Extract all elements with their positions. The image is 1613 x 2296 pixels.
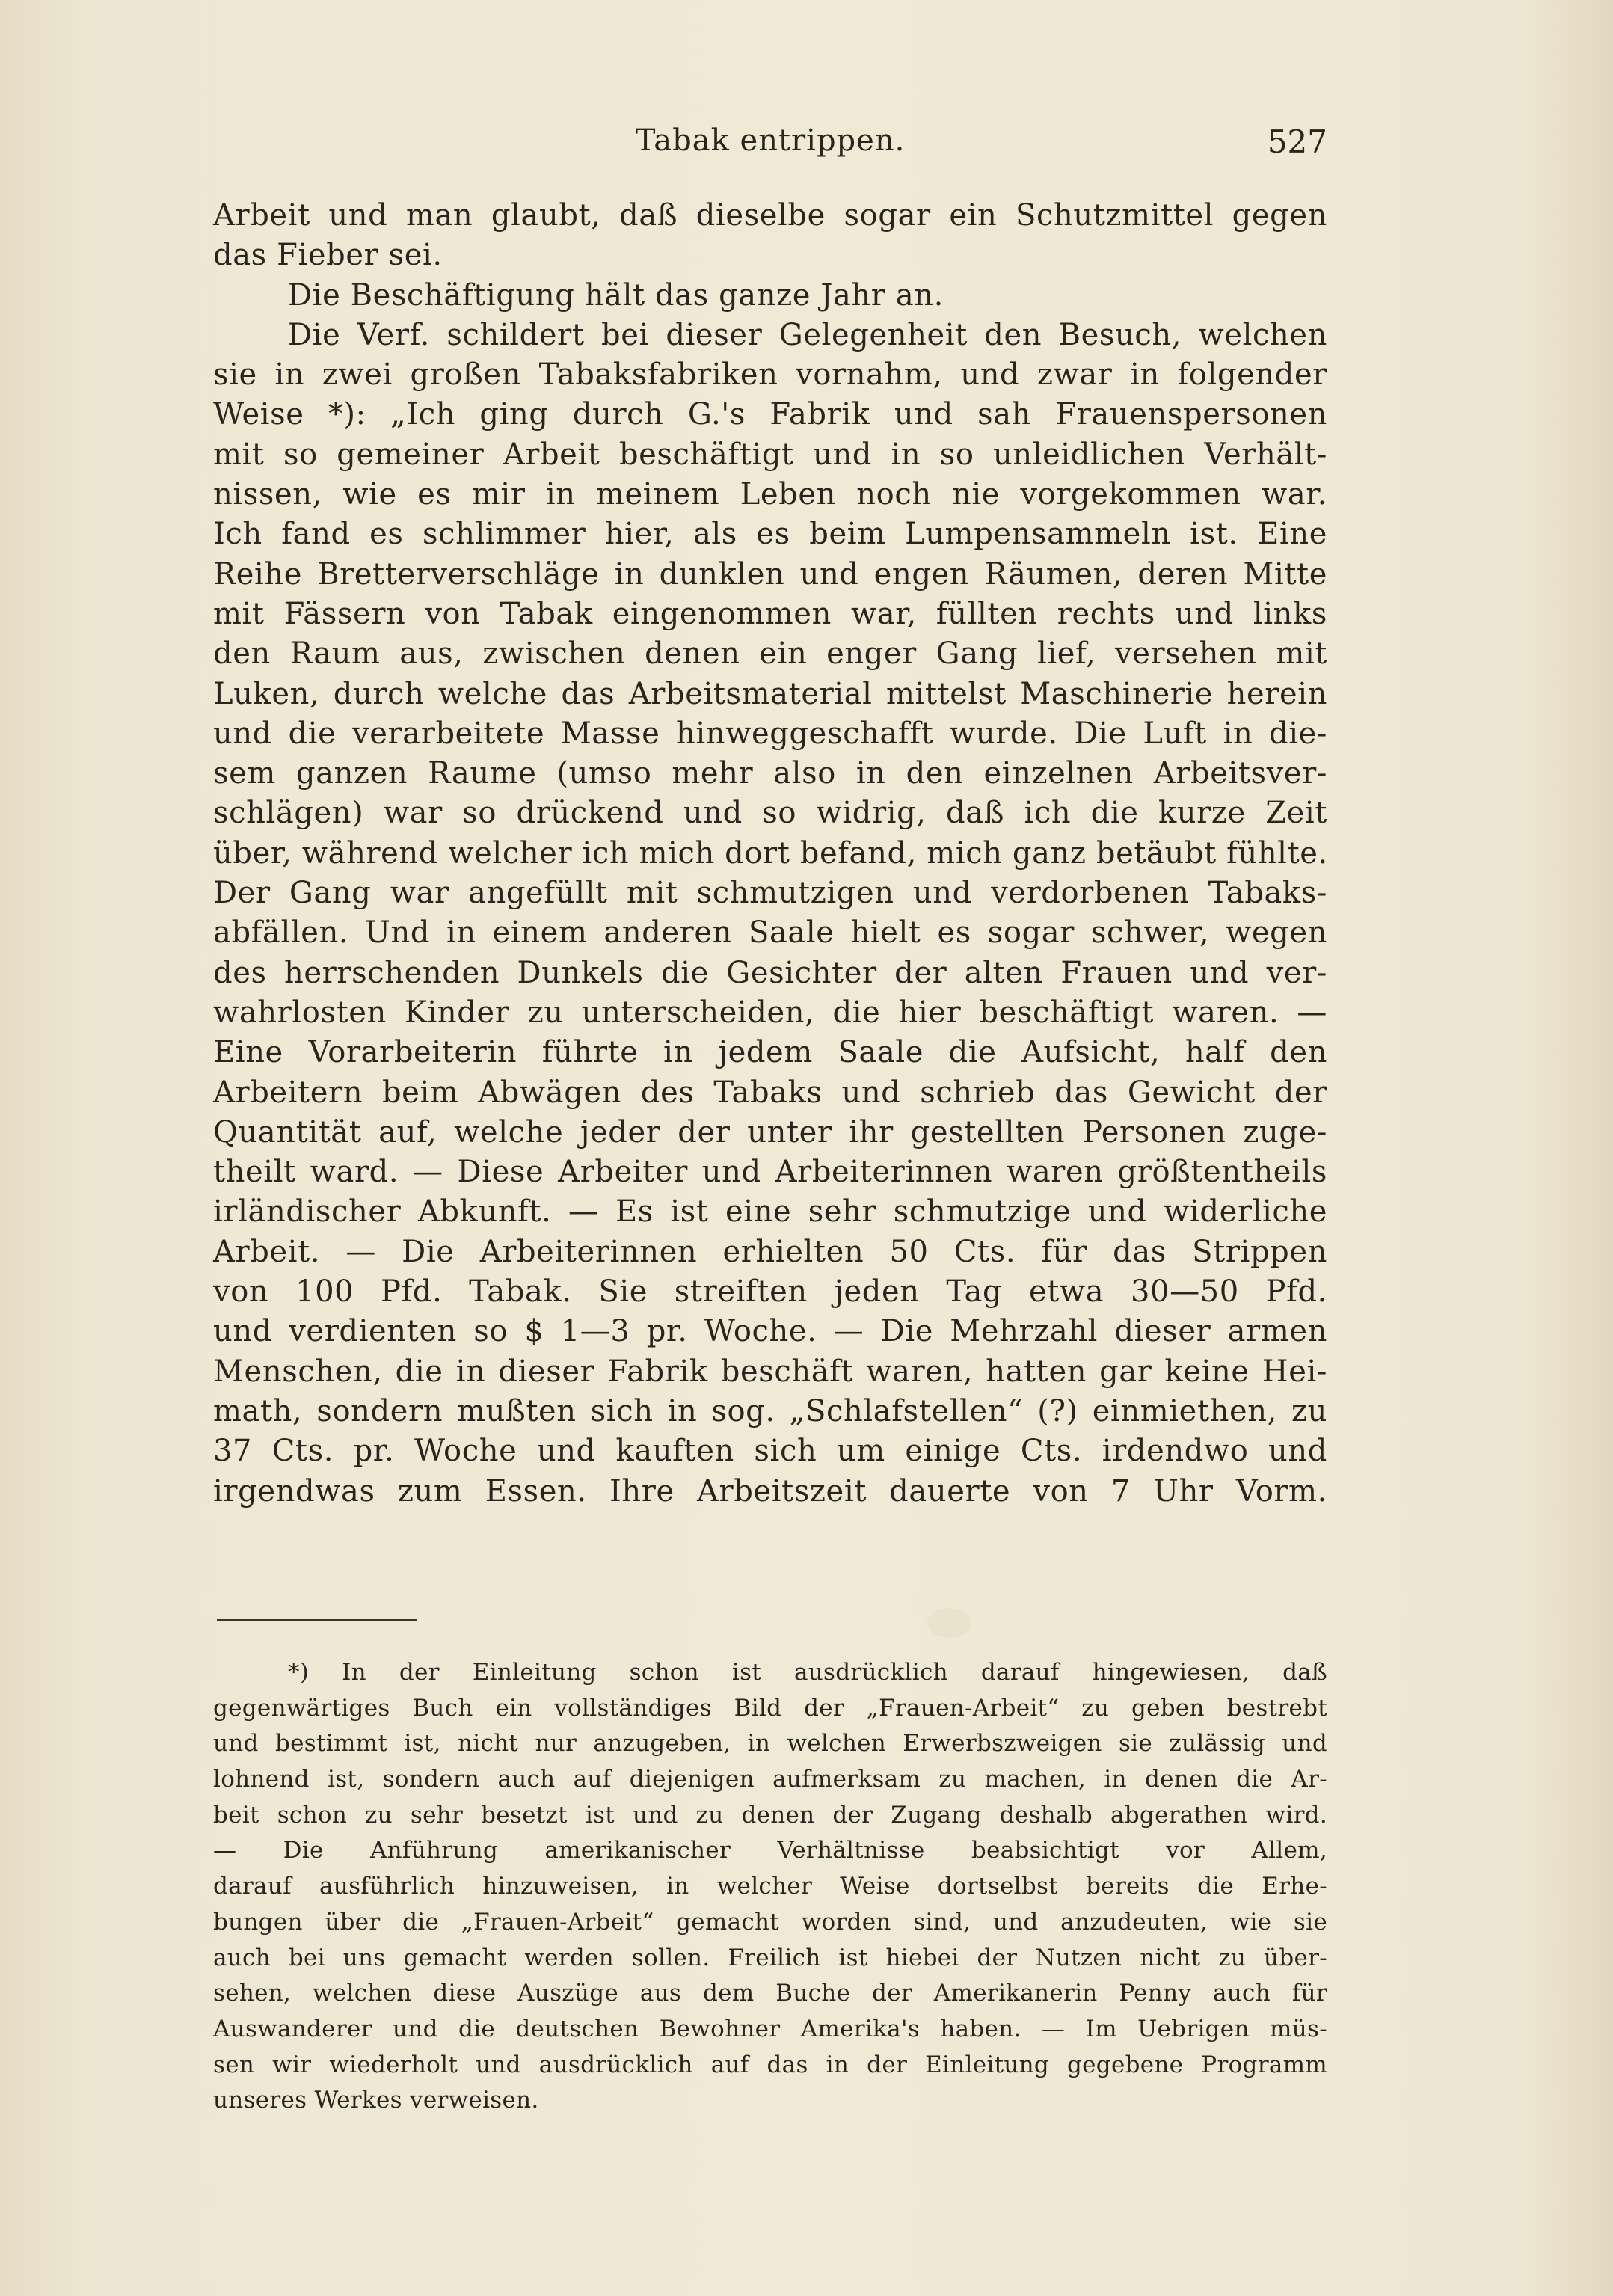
text-line: Arbeit. — Die Arbeiterinnen erhielten 50 Cts. für das Strippen xyxy=(213,1234,1327,1269)
text-line: Menschen, die in dieser Fabrik beschäft waren, hatten gar keine Hei- xyxy=(213,1354,1327,1389)
text-line: Die Beschäftigung hält das ganze Jahr an. xyxy=(288,277,944,313)
footnote-line: bungen über die „Frauen-Arbeit“ gemacht worden sind, und anzudeuten, wie sie xyxy=(213,1908,1327,1936)
text-line: sem ganzen Raume (umso mehr also in den einzelnen Arbeitsver- xyxy=(213,756,1327,791)
text-line: des herrschenden Dunkels die Gesichter der alten Frauen und ver- xyxy=(213,955,1327,990)
paper-stain xyxy=(927,1608,972,1638)
text-line: math, sondern mußten sich in sog. „Schlafstellen“ (?) einmiethen, zu xyxy=(213,1393,1327,1428)
running-head: Tabak entrippen. xyxy=(635,123,906,158)
footnote-line: gegenwärtiges Buch ein vollständiges Bild der „Frauen-Arbeit“ zu geben bestrebt xyxy=(213,1694,1327,1722)
footnote xyxy=(213,1655,1327,2119)
text-line: mit Fässern von Tabak eingenommen war, füllten rechts und links xyxy=(213,596,1327,631)
text-line: schlägen) war so drückend und so widrig, daß ich die kurze Zeit xyxy=(213,796,1327,831)
text-line: nissen, wie es mir in meinem Leben noch nie vorgekommen war. xyxy=(213,477,1327,512)
footnote-line: auch bei uns gemacht werden sollen. Freilich ist hiebei der Nutzen nicht zu über- xyxy=(213,1944,1327,1971)
text-line: von 100 Pfd. Tabak. Sie streiften jeden Tag etwa 30—50 Pfd. xyxy=(213,1274,1327,1310)
footnote-line: und bestimmt ist, nicht nur anzugeben, in welchen Erwerbszweigen sie zulässig und xyxy=(213,1730,1327,1758)
text-line: über, während welcher ich mich dort befand, mich ganz betäubt fühlte. xyxy=(213,835,1328,871)
text-line: Quantität auf, welche jeder der unter ihr gestellten Personen zuge- xyxy=(213,1114,1327,1149)
footnote-line: unseres Werkes verweisen. xyxy=(213,2087,539,2114)
text-line: Arbeit und man glaubt, daß dieselbe sogar ein Schutzmittel gegen xyxy=(213,198,1327,233)
text-line: Weise *): „Ich ging durch G.'s Fabrik und sah Frauenspersonen xyxy=(213,397,1327,432)
text-line: wahrlosten Kinder zu unterscheiden, die hier beschäftigt waren. — xyxy=(213,995,1327,1030)
text-line: theilt ward. — Diese Arbeiter und Arbeiterinnen waren größtentheils xyxy=(213,1155,1327,1190)
text-line: mit so gemeiner Arbeit beschäftigt und in so unleidlichen Verhält- xyxy=(213,437,1327,472)
text-line: abfällen. Und in einem anderen Saale hielt es sogar schwer, wegen xyxy=(213,915,1327,951)
text-line: und die verarbeitete Masse hinweggeschafft wurde. Die Luft in die- xyxy=(213,716,1327,751)
footnote-line: sehen, welchen diese Auszüge aus dem Buche der Amerikanerin Penny auch für xyxy=(213,1980,1327,2007)
text-line: 37 Cts. pr. Woche und kauften sich um einige Cts. irdendwo und xyxy=(213,1434,1327,1469)
text-line: irgendwas zum Essen. Ihre Arbeitszeit dauerte von 7 Uhr Vorm. xyxy=(213,1473,1327,1508)
footnote-line: — Die Anführung amerikanischer Verhältnisse beabsichtigt vor Allem, xyxy=(213,1837,1327,1864)
footnote-separator xyxy=(217,1619,417,1621)
page-header xyxy=(213,123,1327,168)
footnote-line: sen wir wiederholt und ausdrücklich auf das in der Einleitung gegebene Programm xyxy=(213,2051,1327,2078)
text-line: Der Gang war angefüllt mit schmutzigen und verdorbenen Tabaks- xyxy=(213,876,1327,911)
footnote-line: darauf ausführlich hinzuweisen, in welcher Weise dortselbst bereits die Erhe- xyxy=(213,1873,1327,1900)
text-line: und verdienten so $ 1—3 pr. Woche. — Die Mehrzahl dieser armen xyxy=(213,1314,1327,1349)
page-number: 527 xyxy=(1267,123,1327,160)
text-line: Luken, durch welche das Arbeitsmaterial mittelst Maschinerie herein xyxy=(213,676,1327,711)
footnote-line: *) In der Einleitung schon ist ausdrücklich darauf hingewiesen, daß xyxy=(288,1659,1327,1686)
footnote-line: Auswanderer und die deutschen Bewohner Amerika's haben. — Im Uebrigen müs- xyxy=(213,2015,1327,2042)
text-line: Arbeitern beim Abwägen des Tabaks und schrieb das Gewicht der xyxy=(213,1075,1327,1110)
text-line: Ich fand es schlimmer hier, als es beim Lumpensammeln ist. Eine xyxy=(213,517,1327,552)
footnote-line: beit schon zu sehr besetzt ist und zu denen der Zugang deshalb abgerathen wird. xyxy=(213,1801,1327,1829)
text-line: den Raum aus, zwischen denen ein enger Gang lief, versehen mit xyxy=(213,636,1327,672)
text-line: Eine Vorarbeiterin führte in jedem Saale die Aufsicht, half den xyxy=(213,1035,1327,1070)
text-line: sie in zwei großen Tabaksfabriken vornahm, und zwar in folgender xyxy=(213,357,1327,393)
text-line: das Fieber sei. xyxy=(213,238,443,273)
text-line: irländischer Abkunft. — Es ist eine sehr schmutzige und widerliche xyxy=(213,1194,1327,1230)
footnote-line: lohnend ist, sondern auch auf diejenigen aufmerksam zu machen, in denen die Ar- xyxy=(213,1766,1327,1793)
text-line: Reihe Bretterverschläge in dunklen und engen Räumen, deren Mitte xyxy=(213,556,1327,592)
text-line: Die Verf. schildert bei dieser Gelegenheit den Besuch, welchen xyxy=(288,317,1327,352)
main-text xyxy=(213,196,1327,1511)
